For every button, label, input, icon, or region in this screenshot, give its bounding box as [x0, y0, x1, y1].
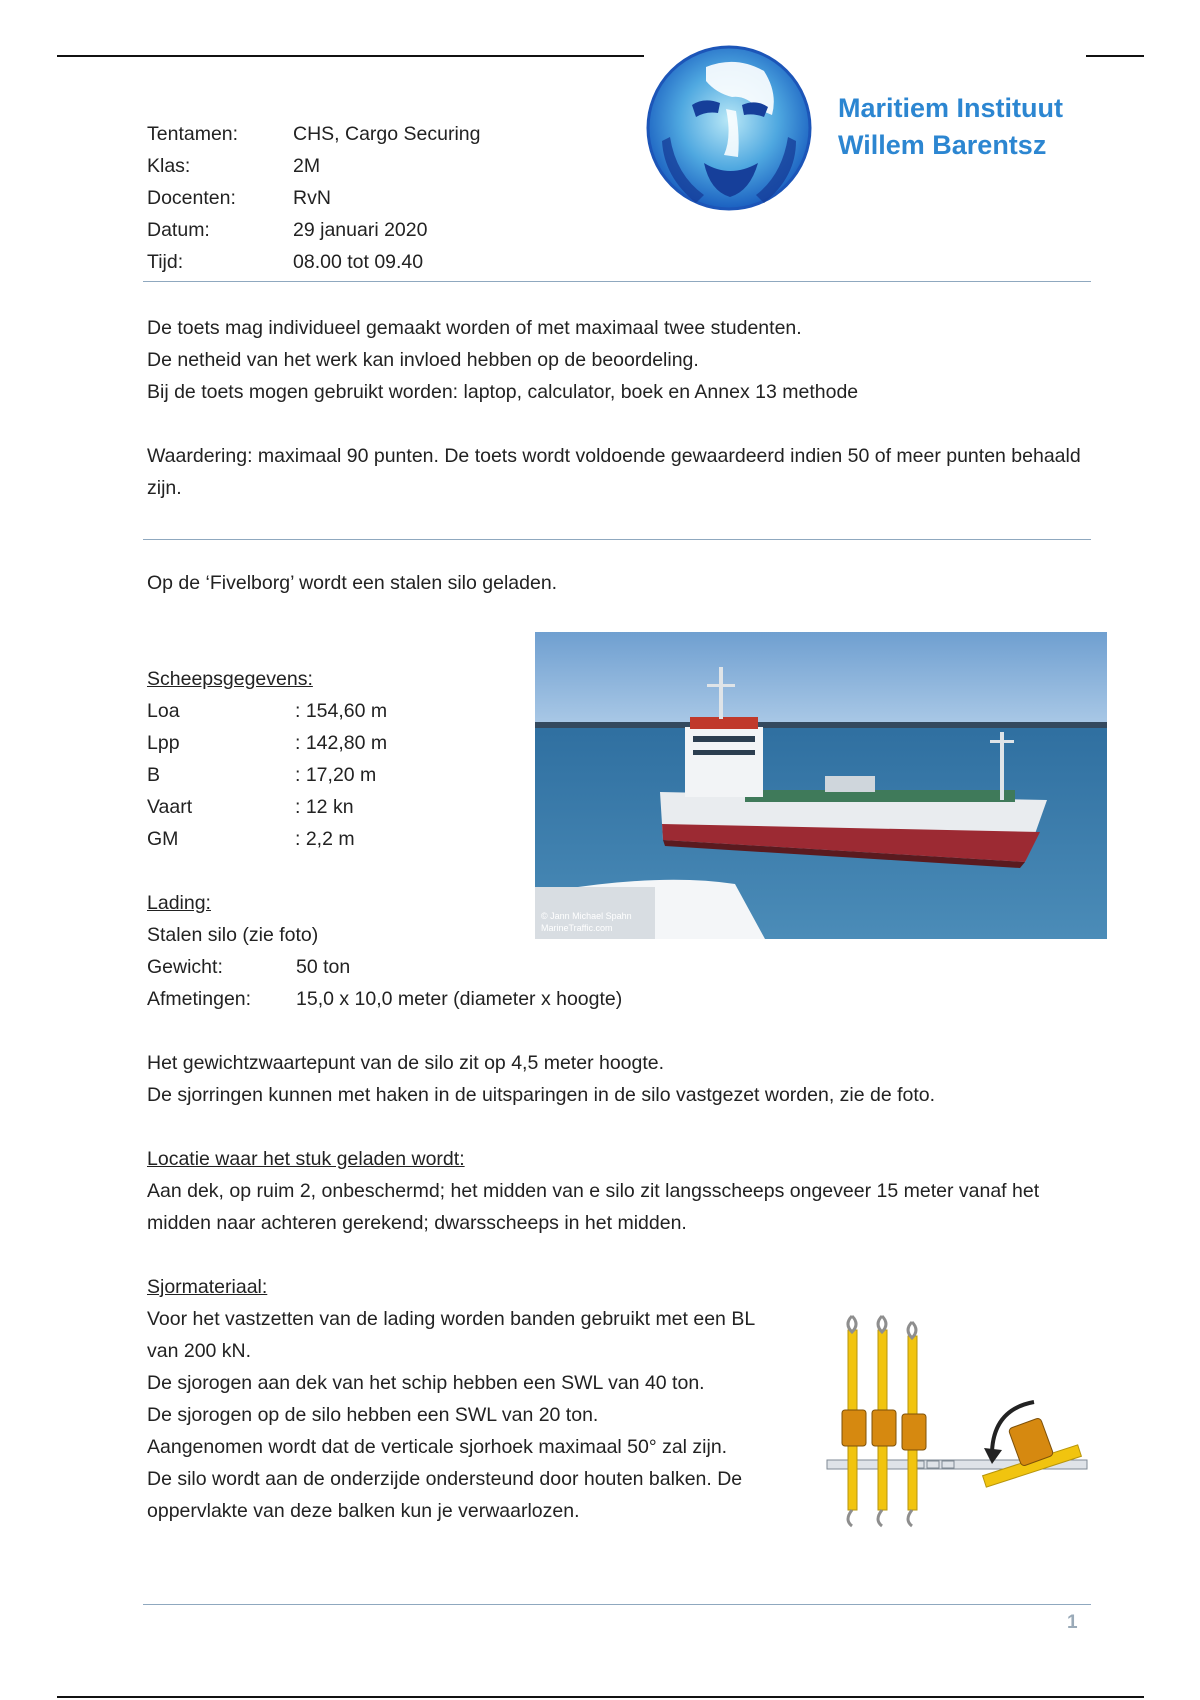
cog-text: De sjorringen kunnen met haken in de uitsparingen in de silo vastgezet worden, zie de foto. [147, 1084, 936, 1106]
meta-value: RvN [293, 187, 331, 209]
meta-value: 08.00 tot 09.40 [293, 251, 424, 273]
institute-name-line2: Willem Barentsz [838, 130, 1047, 160]
divider [143, 1604, 1091, 1605]
lashing-heading: Sjormateriaal: [147, 1276, 268, 1298]
bottom-rule [57, 1696, 1144, 1698]
ship-data-heading: Scheepsgegevens: [147, 668, 313, 690]
ship-data-value: : 17,20 m [295, 764, 377, 786]
lashing-text: van 200 kN. [147, 1340, 252, 1362]
photo-credit: MarineTraffic.com [541, 923, 613, 933]
cargo-description: Stalen silo (zie foto) [147, 924, 319, 946]
ship-data-value: : 142,80 m [295, 732, 388, 754]
meta-label: Tentamen: [147, 123, 239, 145]
top-rule-left [57, 55, 644, 57]
divider [143, 539, 1091, 540]
meta-value: 2M [293, 155, 321, 177]
divider [143, 281, 1091, 282]
meta-value: CHS, Cargo Securing [293, 123, 481, 145]
ship-data-label: Loa [147, 700, 180, 722]
instruction-line: De toets mag individueel gemaakt worden of met maximaal twee studenten. [147, 317, 802, 339]
ship-data-label: Vaart [147, 796, 193, 818]
ship-data-label: GM [147, 828, 179, 850]
intro-text: Op de ‘Fivelborg’ wordt een stalen silo geladen. [147, 572, 558, 594]
meta-label: Klas: [147, 155, 191, 177]
instruction-line: De netheid van het werk kan invloed hebben op de beoordeling. [147, 349, 699, 371]
cargo-heading: Lading: [147, 892, 211, 914]
institute-name-line1: Maritiem Instituut [838, 93, 1064, 123]
cargo-value: 15,0 x 10,0 meter (diameter x hoogte) [296, 988, 623, 1010]
meta-label: Docenten: [147, 187, 236, 209]
cargo-label: Afmetingen: [147, 988, 252, 1010]
photo-credit: © Jann Michael Spahn [541, 911, 632, 921]
lashing-strap-illustration [822, 1310, 1092, 1530]
institute-logo [646, 45, 812, 211]
meta-label: Datum: [147, 219, 210, 241]
grading-text: Waardering: maximaal 90 punten. De toets wordt voldoende gewaardeerd indien 50 of meer punten behaald zijn. [147, 445, 1081, 499]
lashing-text: De silo wordt aan de onderzijde ondersteund door houten balken. De [147, 1468, 743, 1490]
ship-data-value: : 2,2 m [295, 828, 355, 850]
ship-data-value: : 154,60 m [295, 700, 388, 722]
lashing-text: Voor het vastzetten van de lading worden banden gebruikt met een BL [147, 1308, 756, 1330]
location-heading: Locatie waar het stuk geladen wordt: [147, 1148, 465, 1170]
lashing-text: De sjorogen op de silo hebben een SWL van 20 ton. [147, 1404, 599, 1426]
cargo-label: Gewicht: [147, 956, 223, 978]
institute-name [838, 90, 1063, 164]
ship-data-label: B [147, 764, 161, 786]
ship-data-value: : 12 kn [295, 796, 354, 818]
ship-data-label: Lpp [147, 732, 180, 754]
cog-text: Het gewichtzwaartepunt van de silo zit op 4,5 meter hoogte. [147, 1052, 665, 1074]
ship-photo [535, 632, 1107, 939]
top-rule-right [1086, 55, 1144, 57]
cargo-value: 50 ton [296, 956, 351, 978]
location-text: Aan dek, op ruim 2, onbeschermd; het midden van e silo zit langsscheeps ongeveer 15 meter vanaf het midden naar achteren gerekend; dwarsscheeps in het midden. [147, 1180, 1040, 1234]
lashing-text: oppervlakte van deze balken kun je verwaarlozen. [147, 1500, 580, 1522]
meta-value: 29 januari 2020 [293, 219, 428, 241]
meta-label: Tijd: [147, 251, 184, 273]
instruction-line: Bij de toets mogen gebruikt worden: laptop, calculator, boek en Annex 13 methode [147, 381, 859, 403]
page-number: 1 [1067, 1612, 1078, 1633]
lashing-text: Aangenomen wordt dat de verticale sjorhoek maximaal 50° zal zijn. [147, 1436, 728, 1458]
lashing-text: De sjorogen aan dek van het schip hebben een SWL van 40 ton. [147, 1372, 705, 1394]
